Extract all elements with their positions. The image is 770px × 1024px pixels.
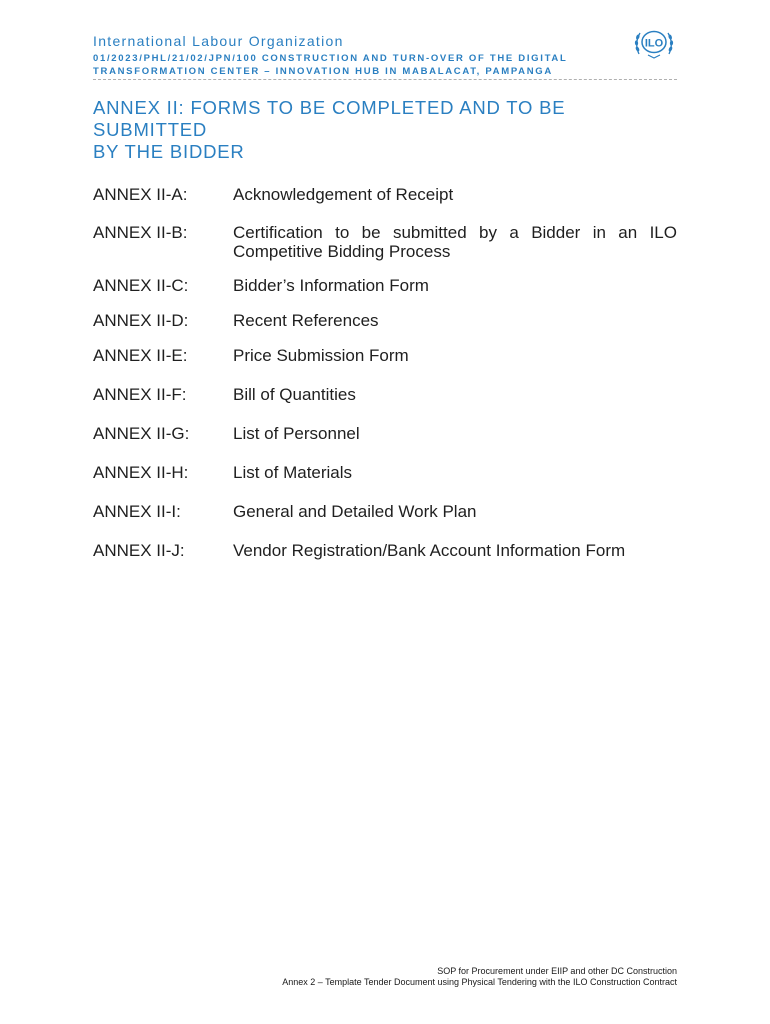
annex-item — [93, 311, 677, 330]
page-title — [93, 97, 683, 163]
annex-code: ANNEX II-G: — [93, 424, 190, 443]
annex-item — [93, 185, 677, 204]
annex-item — [93, 223, 677, 261]
annex-item — [93, 463, 677, 482]
annex-item — [93, 385, 677, 404]
logo-text: ILO — [644, 37, 664, 50]
annex-code: ANNEX II-C: — [93, 276, 189, 295]
annex-description: Bill of Quantities — [233, 385, 356, 404]
annex-description: Acknowledgement of Receipt — [233, 185, 454, 204]
annex-item — [93, 502, 677, 521]
reference-line-1: 01/2023/PHL/21/02/JPN/100 CONSTRUCTION AND TURN-OVER OF THE DIGITAL — [93, 53, 568, 64]
annex-description: Recent References — [233, 311, 379, 330]
reference-block — [93, 52, 683, 78]
annex-item — [93, 541, 677, 560]
annex-description: Certification to be submitted by a Bidder in an ILO Competitive Bidding Process — [233, 223, 677, 261]
annex-code: ANNEX II-H: — [93, 463, 189, 482]
annex-description: Price Submission Form — [233, 346, 409, 365]
footer-line-2: Annex 2 – Template Tender Document using Physical Tendering with the ILO Construction Contract — [282, 977, 677, 987]
annex-code: ANNEX II-D: — [93, 311, 189, 330]
reference-line-2: TRANSFORMATION CENTER – INNOVATION HUB IN MABALACAT, PAMPANGA — [93, 66, 553, 77]
header-divider — [93, 79, 677, 80]
annex-code: ANNEX II-A: — [93, 185, 188, 204]
annex-item — [93, 346, 677, 365]
document-header — [93, 33, 683, 78]
annex-item — [93, 424, 677, 443]
ilo-logo-icon — [633, 27, 675, 59]
page-footer — [157, 966, 677, 988]
annex-description: Bidder’s Information Form — [233, 276, 429, 295]
page-title-line-2: BY THE BIDDER — [93, 141, 245, 162]
annex-code: ANNEX II-E: — [93, 346, 188, 365]
organization-name: International Labour Organization — [93, 33, 344, 49]
annex-code: ANNEX II-B: — [93, 223, 188, 242]
footer-line-1: SOP for Procurement under EIIP and other DC Construction — [437, 966, 677, 976]
annex-description: General and Detailed Work Plan — [233, 502, 477, 521]
page-title-line-1: ANNEX II: FORMS TO BE COMPLETED AND TO BE SUBMITTED — [93, 97, 566, 140]
annex-description: List of Personnel — [233, 424, 360, 443]
annex-code: ANNEX II-J: — [93, 541, 185, 560]
annex-item — [93, 276, 677, 295]
annex-description: Vendor Registration/Bank Account Information Form — [233, 541, 626, 560]
annex-description: List of Materials — [233, 463, 353, 482]
annex-code: ANNEX II-F: — [93, 385, 187, 404]
annex-code: ANNEX II-I: — [93, 502, 181, 521]
